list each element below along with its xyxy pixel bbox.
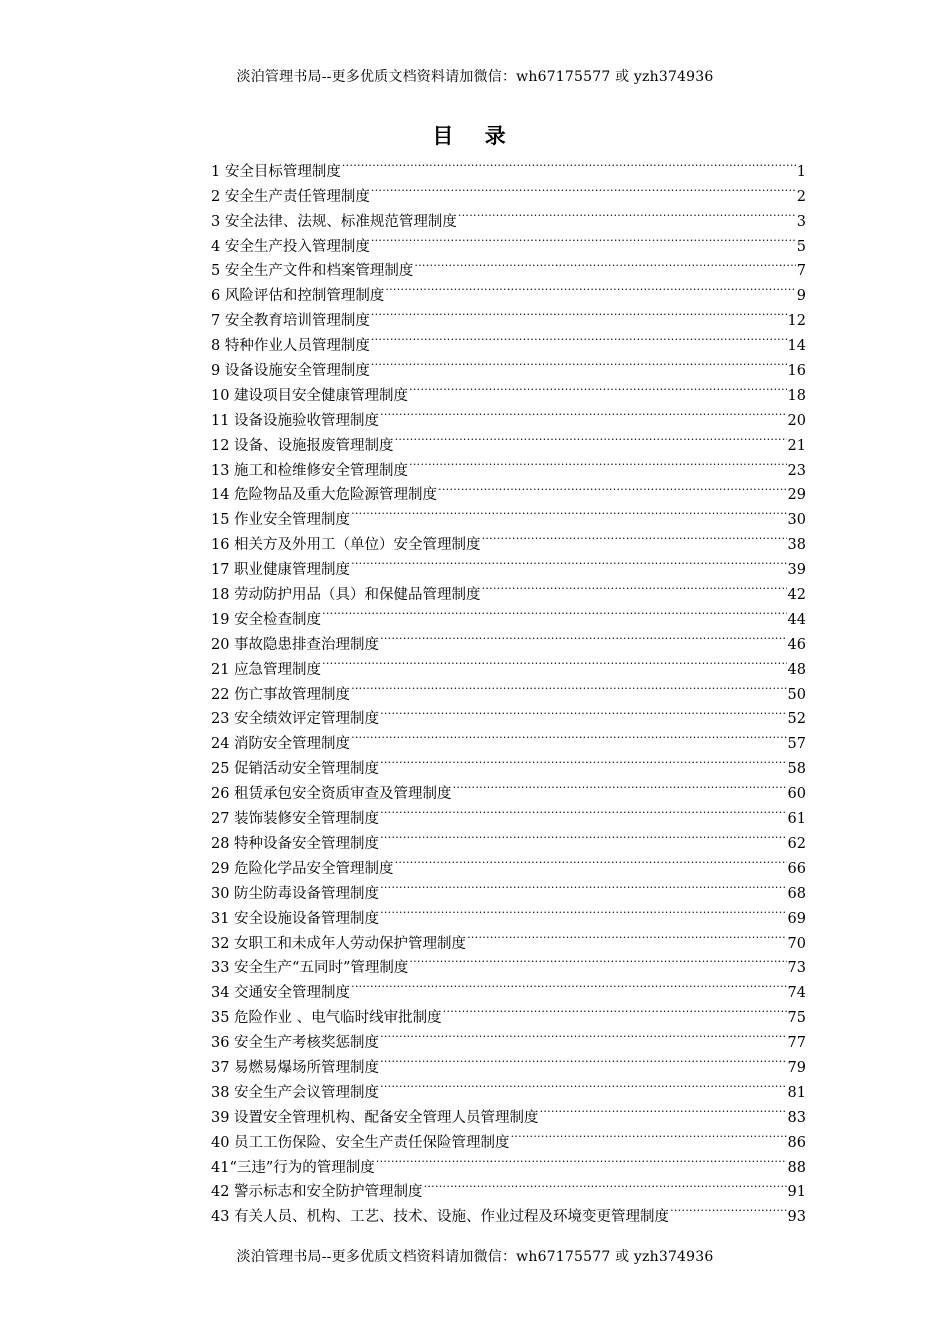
- toc-entry-page-number: 74: [787, 985, 806, 1002]
- toc-entry-title: 14 危险物品及重大危险源管理制度: [211, 487, 438, 504]
- toc-entry-page-number: 61: [787, 811, 806, 828]
- toc-entry[interactable]: [211, 151, 806, 180]
- toc-entry-title: 39 设置安全管理机构、配备安全管理人员管理制度: [211, 1109, 539, 1126]
- toc-dot-leader: [351, 674, 786, 699]
- toc-entry-title: 30 防尘防毒设备管理制度: [211, 885, 380, 902]
- toc-entry-page-number: 81: [787, 1084, 806, 1101]
- toc-entry-title: 38 安全生产会议管理制度: [211, 1084, 380, 1101]
- toc-entry-page-number: 88: [787, 1159, 806, 1176]
- toc-entry-title: 23 安全绩效评定管理制度: [211, 711, 380, 728]
- toc-entry-title: 12 设备、设施报废管理制度: [211, 437, 394, 454]
- toc-dot-leader: [438, 475, 786, 500]
- toc-entry-page-number: 77: [787, 1035, 806, 1052]
- toc-entry-title: 1 安全目标管理制度: [211, 163, 341, 180]
- toc-dot-leader: [467, 923, 786, 948]
- toc-dot-leader: [371, 325, 787, 350]
- toc-entry-title: 29 危险化学品安全管理制度: [211, 860, 394, 877]
- toc-dot-leader: [351, 549, 786, 574]
- toc-entry-title: 33 安全生产“五同时”管理制度: [211, 960, 409, 977]
- toc-entry-page-number: 16: [787, 363, 806, 380]
- toc-entry-title: 5 安全生产文件和档案管理制度: [211, 263, 414, 280]
- toc-dot-leader: [376, 1147, 787, 1172]
- toc-entry-title: 27 装饰装修安全管理制度: [211, 811, 380, 828]
- toc-entry-page-number: 83: [787, 1109, 806, 1126]
- toc-entry-title: 32 女职工和未成年人劳动保护管理制度: [211, 935, 467, 952]
- toc-entry-page-number: 5: [796, 238, 806, 255]
- toc-entry-title: 36 安全生产考核奖惩制度: [211, 1035, 380, 1052]
- toc-dot-leader: [371, 350, 787, 375]
- toc-entry-page-number: 38: [787, 537, 806, 554]
- toc-entry-title: 24 消防安全管理制度: [211, 736, 351, 753]
- header-note: 淡泊管理书局--更多优质文档资料请加微信：wh67175577 或 yzh374936: [236, 69, 714, 85]
- toc-entry-title: 41“三违”行为的管理制度: [211, 1159, 375, 1176]
- toc-entry-page-number: 12: [787, 313, 806, 330]
- toc-dot-leader: [443, 997, 787, 1022]
- toc-entry-page-number: 48: [787, 661, 806, 678]
- toc-dot-leader: [453, 773, 787, 798]
- toc-entry-page-number: 46: [787, 636, 806, 653]
- toc-dot-leader: [380, 1047, 786, 1072]
- toc-entry-title: 17 职业健康管理制度: [211, 562, 351, 579]
- toc-dot-leader: [380, 624, 786, 649]
- toc-dot-leader: [380, 699, 786, 724]
- toc-dot-leader: [380, 873, 786, 898]
- toc-dot-leader: [371, 226, 796, 251]
- toc-dot-leader: [395, 848, 787, 873]
- toc-dot-leader: [351, 499, 786, 524]
- toc-entry-page-number: 66: [787, 860, 806, 877]
- toc-entry-page-number: 91: [787, 1184, 806, 1201]
- toc-entry-page-number: 7: [796, 263, 806, 280]
- toc-entry-page-number: 62: [787, 835, 806, 852]
- toc-entry-page-number: 23: [787, 462, 806, 479]
- toc-entry-page-number: 44: [787, 611, 806, 628]
- toc-title: 目 录: [432, 123, 518, 148]
- toc-dot-leader: [482, 524, 787, 549]
- toc-entry-title: 11 设备设施验收管理制度: [211, 412, 380, 429]
- toc-entry-page-number: 70: [787, 935, 806, 952]
- toc-dot-leader: [409, 375, 786, 400]
- toc-entry-title: 21 应急管理制度: [211, 661, 322, 678]
- toc-dot-leader: [670, 1196, 786, 1221]
- toc-entry-page-number: 21: [787, 437, 806, 454]
- toc-entry-page-number: 29: [787, 487, 806, 504]
- toc-entry-title: 22 伤亡事故管理制度: [211, 686, 351, 703]
- toc-entry-title: 40 员工工伤保险、安全生产责任保险管理制度: [211, 1134, 510, 1151]
- toc-entry-page-number: 79: [787, 1059, 806, 1076]
- toc-entry-title: 2 安全生产责任管理制度: [211, 188, 370, 205]
- toc-entry-page-number: 52: [787, 711, 806, 728]
- toc-entry-title: 3 安全法律、法规、标准规范管理制度: [211, 213, 457, 230]
- toc-dot-leader: [414, 251, 795, 276]
- toc-dot-leader: [380, 898, 786, 923]
- toc-entry-title: 28 特种设备安全管理制度: [211, 835, 380, 852]
- toc-entry-title: 18 劳动防护用品（具）和保健品管理制度: [211, 587, 481, 604]
- toc-entry-page-number: 75: [787, 1010, 806, 1027]
- footer-note: 淡泊管理书局--更多优质文档资料请加微信：wh67175577 或 yzh374936: [236, 1249, 714, 1265]
- toc-dot-leader: [371, 176, 796, 201]
- toc-entry-title: 37 易燃易爆场所管理制度: [211, 1059, 380, 1076]
- toc-entry-page-number: 1: [796, 163, 806, 180]
- toc-entry-page-number: 93: [787, 1209, 806, 1226]
- toc-entry-page-number: 73: [787, 960, 806, 977]
- toc-entry-page-number: 60: [787, 786, 806, 803]
- toc-dot-leader: [380, 1022, 786, 1047]
- toc-entry-page-number: 68: [787, 885, 806, 902]
- toc-entry-page-number: 2: [796, 188, 806, 205]
- toc-entry-page-number: 3: [796, 213, 806, 230]
- toc-dot-leader: [351, 723, 786, 748]
- toc-entry-title: 7 安全教育培训管理制度: [211, 313, 370, 330]
- toc-dot-leader: [380, 748, 786, 773]
- toc-entry-page-number: 9: [796, 288, 806, 305]
- toc-entry-page-number: 39: [787, 562, 806, 579]
- toc-dot-leader: [342, 151, 796, 176]
- toc-entry-page-number: 58: [787, 761, 806, 778]
- toc-dot-leader: [482, 574, 787, 599]
- toc-entry-title: 10 建设项目安全健康管理制度: [211, 387, 409, 404]
- toc-entry-page-number: 69: [787, 910, 806, 927]
- toc-entry-title: 35 危险作业 、电气临时线审批制度: [211, 1010, 442, 1027]
- toc-entry-page-number: 42: [787, 587, 806, 604]
- toc-dot-leader: [371, 300, 787, 325]
- toc-entry-title: 8 特种作业人员管理制度: [211, 338, 370, 355]
- toc-dot-leader: [409, 450, 786, 475]
- toc-dot-leader: [458, 201, 796, 226]
- toc-entry-title: 42 警示标志和安全防护管理制度: [211, 1184, 423, 1201]
- toc-dot-leader: [380, 1072, 786, 1097]
- toc-entry-title: 9 设备设施安全管理制度: [211, 363, 370, 380]
- toc-entry-page-number: 57: [787, 736, 806, 753]
- toc-entry-title: 20 事故隐患排查治理制度: [211, 636, 380, 653]
- toc-entry-page-number: 50: [787, 686, 806, 703]
- toc-dot-leader: [351, 972, 786, 997]
- toc-dot-leader: [395, 425, 787, 450]
- toc-entry-title: 19 安全检查制度: [211, 611, 322, 628]
- toc-entry-title: 15 作业安全管理制度: [211, 512, 351, 529]
- toc-entry-page-number: 18: [787, 387, 806, 404]
- toc-entry-title: 34 交通安全管理制度: [211, 985, 351, 1002]
- toc-entry-title: 26 租赁承包安全资质审查及管理制度: [211, 786, 452, 803]
- toc-entry-page-number: 86: [787, 1134, 806, 1151]
- toc-entry-page-number: 30: [787, 512, 806, 529]
- toc-entry-title: 4 安全生产投入管理制度: [211, 238, 370, 255]
- toc-entry-title: 25 促销活动安全管理制度: [211, 761, 380, 778]
- toc-dot-leader: [322, 599, 786, 624]
- toc-entry-title: 6 风险评估和控制管理制度: [211, 288, 385, 305]
- toc-list: [211, 151, 806, 1226]
- toc-dot-leader: [380, 798, 786, 823]
- toc-dot-leader: [511, 1122, 787, 1147]
- toc-dot-leader: [322, 649, 786, 674]
- toc-dot-leader: [424, 1172, 787, 1197]
- toc-dot-leader: [380, 823, 786, 848]
- toc-dot-leader: [385, 275, 795, 300]
- toc-entry-title: 13 施工和检维修安全管理制度: [211, 462, 409, 479]
- toc-dot-leader: [380, 400, 786, 425]
- toc-entry-title: 43 有关人员、机构、工艺、技术、设施、作业过程及环境变更管理制度: [211, 1209, 670, 1226]
- toc-entry-title: 31 安全设施设备管理制度: [211, 910, 380, 927]
- toc-entry-title: 16 相关方及外用工（单位）安全管理制度: [211, 537, 481, 554]
- toc-entry-page-number: 20: [787, 412, 806, 429]
- toc-entry-page-number: 14: [787, 338, 806, 355]
- toc-dot-leader: [409, 948, 786, 973]
- toc-dot-leader: [540, 1097, 787, 1122]
